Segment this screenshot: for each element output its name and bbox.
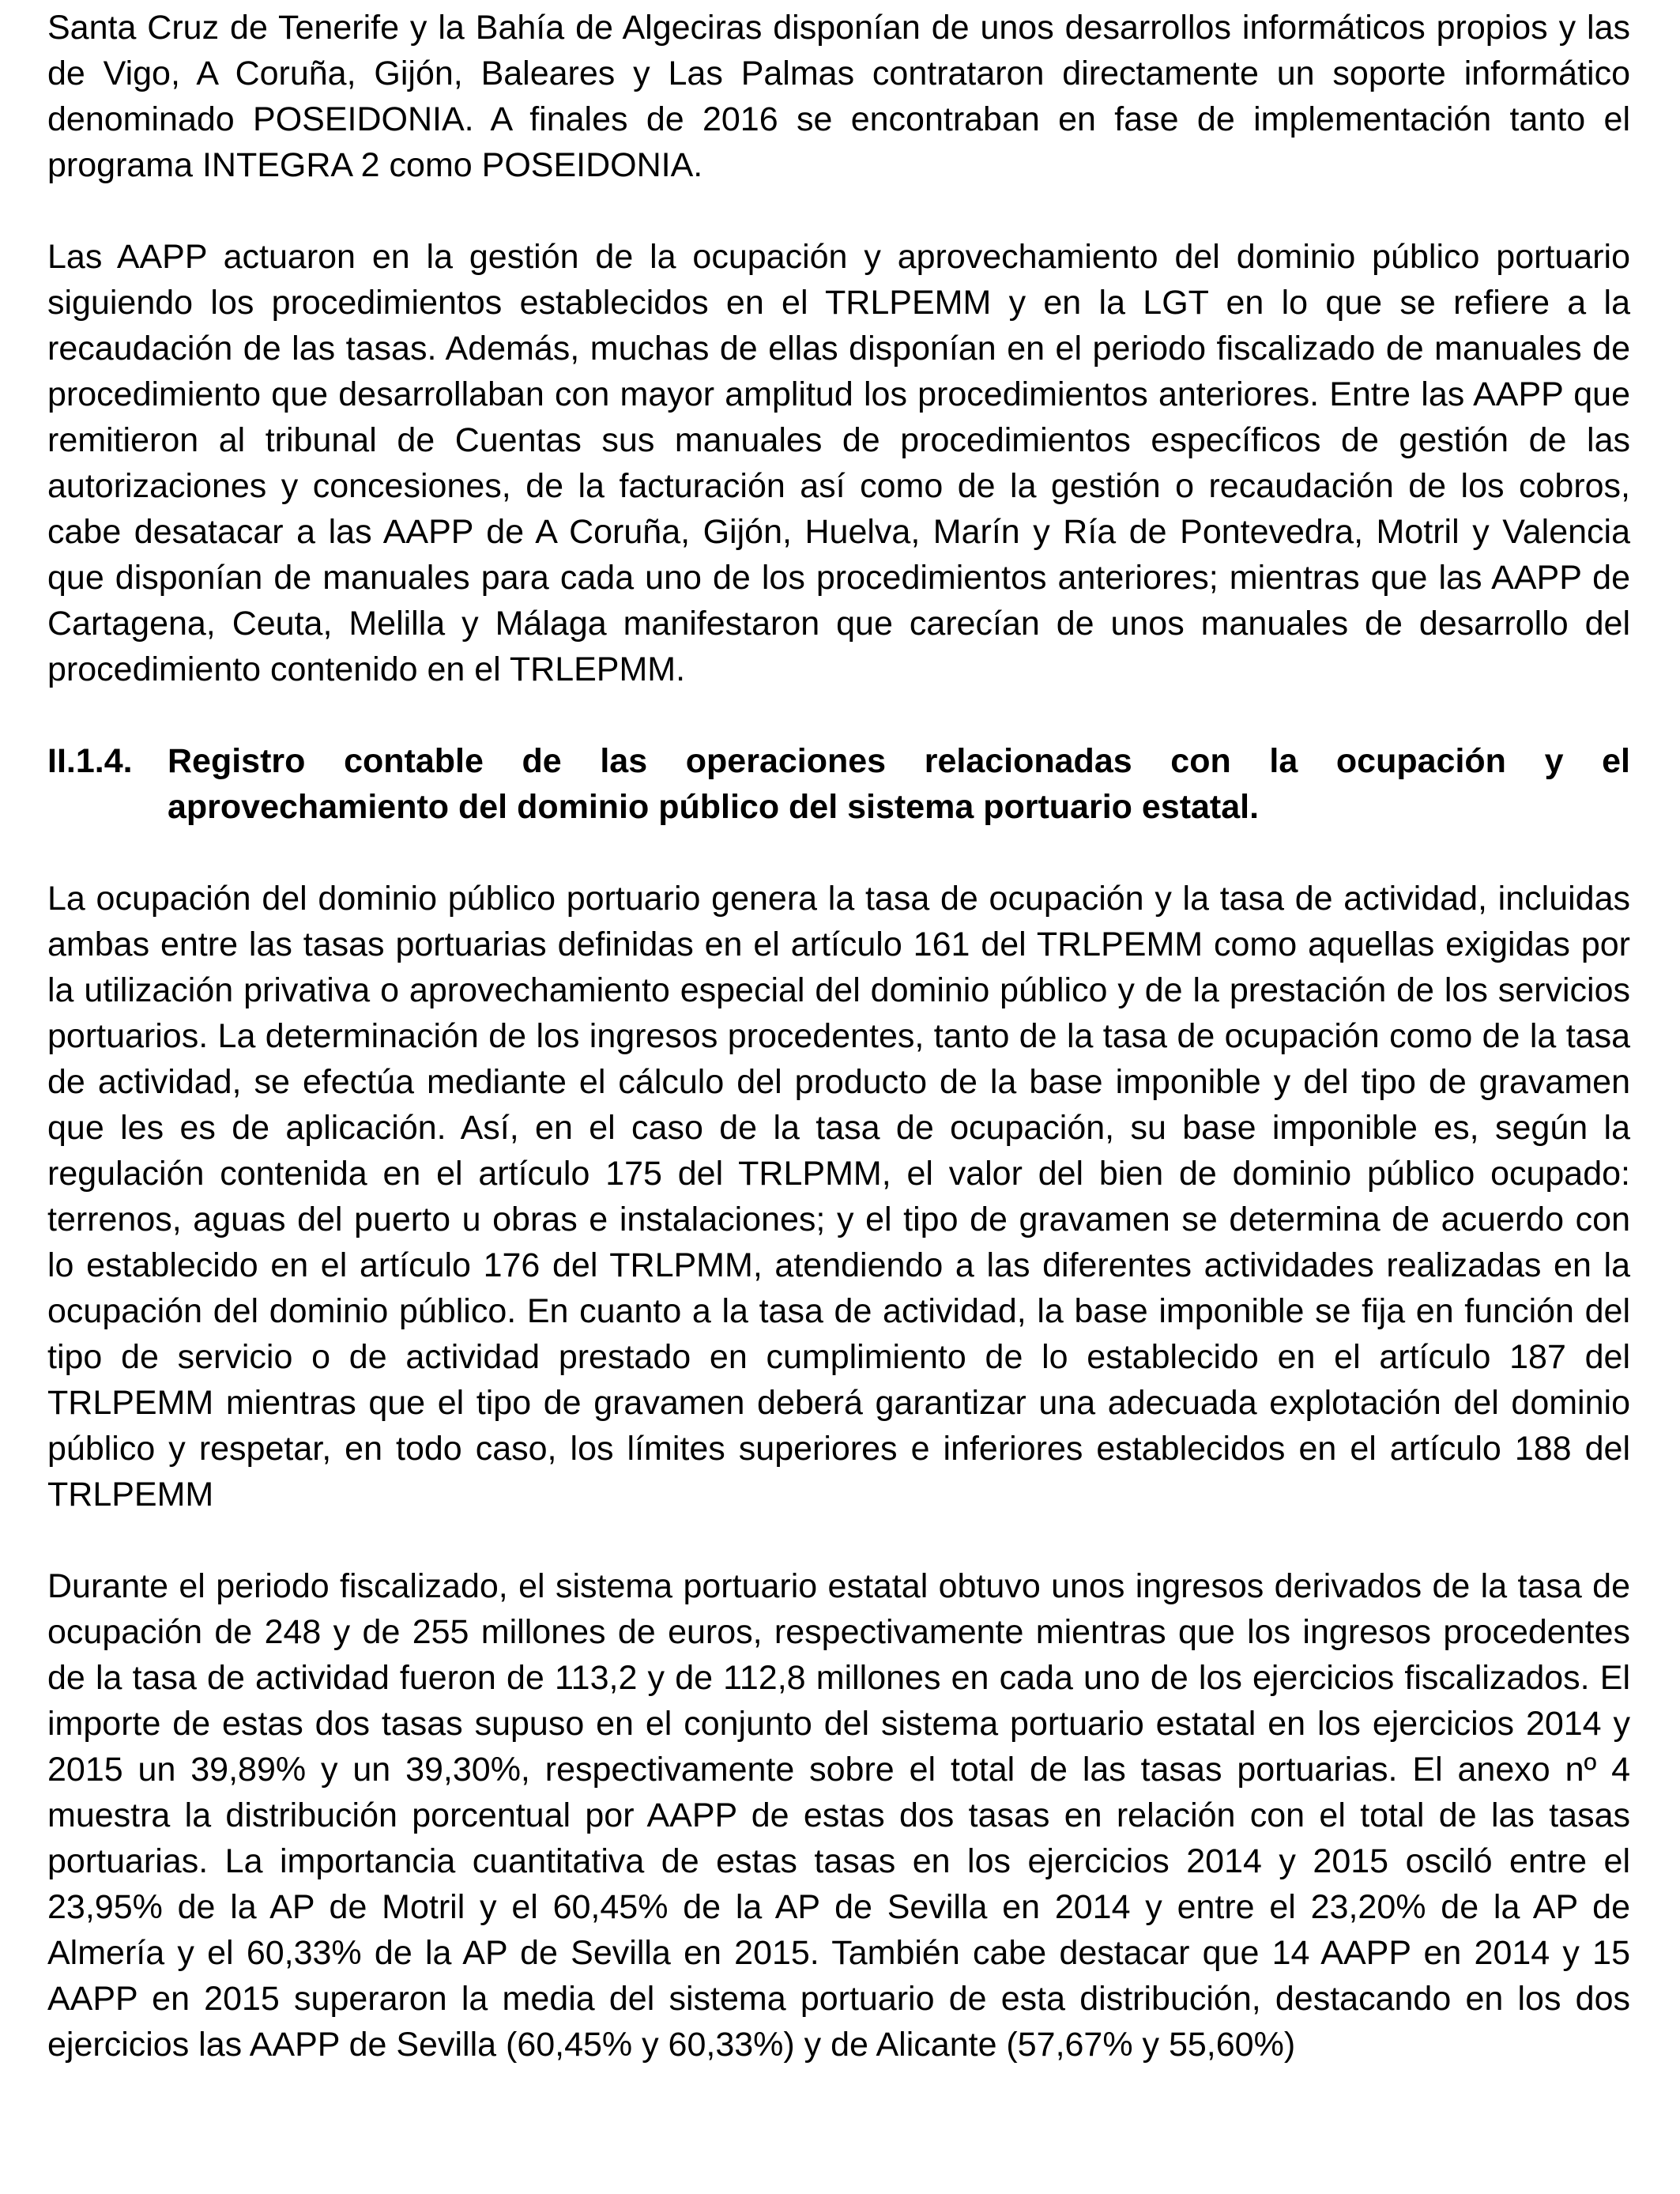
document-page [47, 5, 1630, 2113]
section-title: Registro contable de las operaciones relacionadas con la ocupación y el aprovechamiento del dominio público del sistema portuario estatal. [168, 742, 1630, 826]
paragraph-tax-definition: La ocupación del dominio público portuario genera la tasa de ocupación y la tasa de actividad, incluidas ambas entre las tasas portuarias definidas en el artículo 161 del TRLPEMM como aquellas exigidas por la utilización privativa o aprovechamiento especial del dominio público y de la prestación de los servicios portuarios. La determinación de los ingresos procedentes, tanto de la tasa de ocupación como de la tasa de actividad, se efectúa mediante el cálculo del producto de la base imponible y del tipo de gravamen que les es de aplicación. Así, en el caso de la tasa de ocupación, su base imponible es, según la regulación contenida en el artículo 175 del TRLPMM, el valor del bien de dominio público ocupado: terrenos, aguas del puerto u obras e instalaciones; y el tipo de gravamen se determina de acuerdo con lo establecido en el artículo 176 del TRLPMM, atendiendo a las diferentes actividades realizadas en la ocupación del dominio público. En cuanto a la tasa de actividad, la base imponible se fija en función del tipo de servicio o de actividad prestado en cumplimiento de lo establecido en el artículo 187 del TRLPEMM mientras que el tipo de gravamen deberá garantizar una adecuada explotación del dominio público y respetar, en todo caso, los límites superiores e inferiores establecidos en el artículo 188 del TRLPEMM [47, 880, 1630, 1514]
paragraph-procedures: Las AAPP actuaron en la gestión de la ocupación y aprovechamiento del dominio público portuario siguiendo los procedimientos establecidos en el TRLPEMM y en la LGT en lo que se refiere a la recaudación de las tasas. Además, muchas de ellas disponían en el periodo fiscalizado de manuales de procedimiento que desarrollaban con mayor amplitud los procedimientos anteriores. Entre las AAPP que remitieron al tribunal de Cuentas sus manuales de procedimientos específicos de gestión de las autorizaciones y concesiones, de la facturación así como de la gestión o recaudación de los cobros, cabe desatacar a las AAPP de A Coruña, Gijón, Huelva, Marín y Ría de Pontevedra, Motril y Valencia que disponían de manuales para cada uno de los procedimientos anteriores; mientras que las AAPP de Cartagena, Ceuta, Melilla y Málaga manifestaron que carecían de unos manuales de desarrollo del procedimiento contenido en el TRLEPMM. [47, 238, 1630, 688]
paragraph-revenue-figures: Durante el periodo fiscalizado, el sistema portuario estatal obtuvo unos ingresos derivados de la tasa de ocupación de 248 y de 255 millones de euros, respectivamente mientras que los ingresos procedentes de la tasa de actividad fueron de 113,2 y de 112,8 millones en cada uno de los ejercicios fiscalizados. El importe de estas dos tasas supuso en el conjunto del sistema portuario estatal en los ejercicios 2014 y 2015 un 39,89% y un 39,30%, respectivamente sobre el total de las tasas portuarias. El anexo nº 4 muestra la distribución porcentual por AAPP de estas dos tasas en relación con el total de las tasas portuarias. La importancia cuantitativa de estas tasas en los ejercicios 2014 y 2015 osciló entre el 23,95% de la AP de Motril y el 60,45% de la AP de Sevilla en 2014 y entre el 23,20% de la AP de Almería y el 60,33% de la AP de Sevilla en 2015. También cabe destacar que 14 AAPP en 2014 y 15 AAPP en 2015 superaron la media del sistema portuario de esta distribución, destacando en los dos ejercicios las AAPP de Sevilla (60,45% y 60,33%) y de Alicante (57,67% y 55,60%) [47, 1567, 1630, 2064]
paragraph-informatic-systems: Santa Cruz de Tenerife y la Bahía de Algeciras disponían de unos desarrollos informáticos propios y las de Vigo, A Coruña, Gijón, Baleares y Las Palmas contrataron directamente un soporte informático denominado POSEIDONIA. A finales de 2016 se encontraban en fase de implementación tanto el programa INTEGRA 2 como POSEIDONIA. [47, 9, 1630, 184]
section-number: II.1.4. [47, 742, 133, 780]
section-heading [47, 738, 1630, 830]
